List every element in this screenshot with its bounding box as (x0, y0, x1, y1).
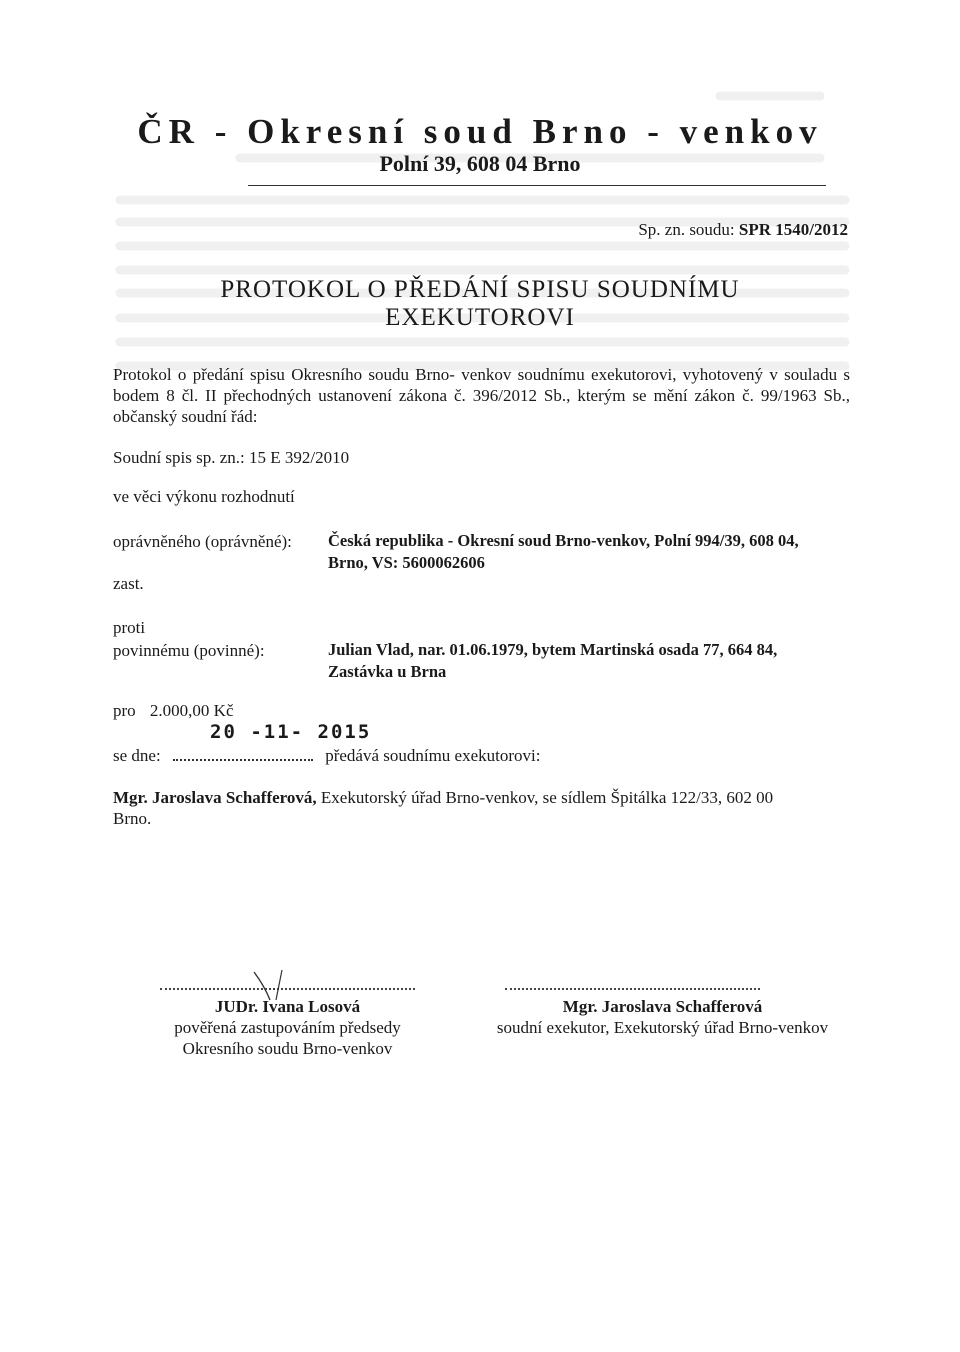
date-dotted-line (173, 743, 313, 761)
debtor-label: povinnému (povinné): (113, 641, 265, 660)
header-divider (248, 185, 826, 186)
executor-name: Mgr. Jaroslava Schafferová, (113, 788, 317, 807)
left-signer-name: JUDr. Ivana Losová (214, 997, 361, 1016)
court-address: Polní 39, 608 04 Brno (379, 151, 581, 176)
right-signature-line (505, 988, 760, 990)
protocol-title-line1: PROTOKOL O PŘEDÁNÍ SPISU SOUDNÍMU (220, 276, 740, 303)
representative-label: zast. (113, 574, 144, 593)
handover-text: předává soudnímu exekutorovi: (325, 746, 541, 765)
right-signer-role: soudní exekutor, Exekutorský úřad Brno-venkov (496, 1018, 829, 1037)
executor-city: Brno. (113, 809, 152, 828)
court-title: ČR - Okresní soud Brno - venkov (137, 112, 823, 151)
executor-details: Exekutorský úřad Brno-venkov, se sídlem Špitálka 122/33, 602 00 (320, 788, 774, 807)
date-stamp: 20 -11- 2015 (210, 721, 372, 743)
handover-row (113, 743, 540, 766)
debtor-value: Julian Vlad, nar. 01.06.1979, bytem Martinská osada 77, 664 84, Zastávka u Brna (328, 640, 778, 681)
left-signer-role: pověřená zastupováním předsedy (174, 1018, 401, 1037)
amount-label: pro (113, 701, 136, 720)
file-ref-label: Sp. zn. soudu: (638, 220, 735, 239)
against-label: proti (113, 618, 146, 637)
date-label: se dne: (113, 746, 161, 765)
file-reference (638, 220, 848, 240)
executor-line (113, 788, 773, 808)
right-signer-name: Mgr. Jaroslava Schafferová (562, 997, 763, 1016)
case-matter: ve věci výkonu rozhodnutí (113, 487, 295, 506)
case-file-number: Soudní spis sp. zn.: 15 E 392/2010 (113, 448, 350, 467)
creditor-value: Česká republika - Okresní soud Brno-venkov, Polní 994/39, 608 04, Brno, VS: 5600062606 (328, 531, 799, 572)
amount-row (113, 701, 234, 721)
amount-value: 2.000,00 Kč (149, 701, 234, 720)
creditor-label: oprávněného (oprávněné): (113, 532, 292, 551)
protocol-title-line2: EXEKUTOROVI (385, 304, 575, 331)
intro-paragraph: Protokol o předání spisu Okresního soudu Brno- venkov soudnímu exekutorovi, vyhotovený v souladu s bodem 8 čl. II přechodných ustanovení zákona č. 396/2012 Sb., kterým se mění zákon č. 99/1963 Sb., občanský soudní řád: (113, 365, 850, 426)
file-ref-value: SPR 1540/2012 (738, 220, 848, 239)
left-signer-org: Okresního soudu Brno-venkov (182, 1039, 393, 1058)
left-signature-block (125, 996, 450, 1059)
right-signature-block (470, 996, 855, 1038)
protocol-title (0, 276, 960, 332)
